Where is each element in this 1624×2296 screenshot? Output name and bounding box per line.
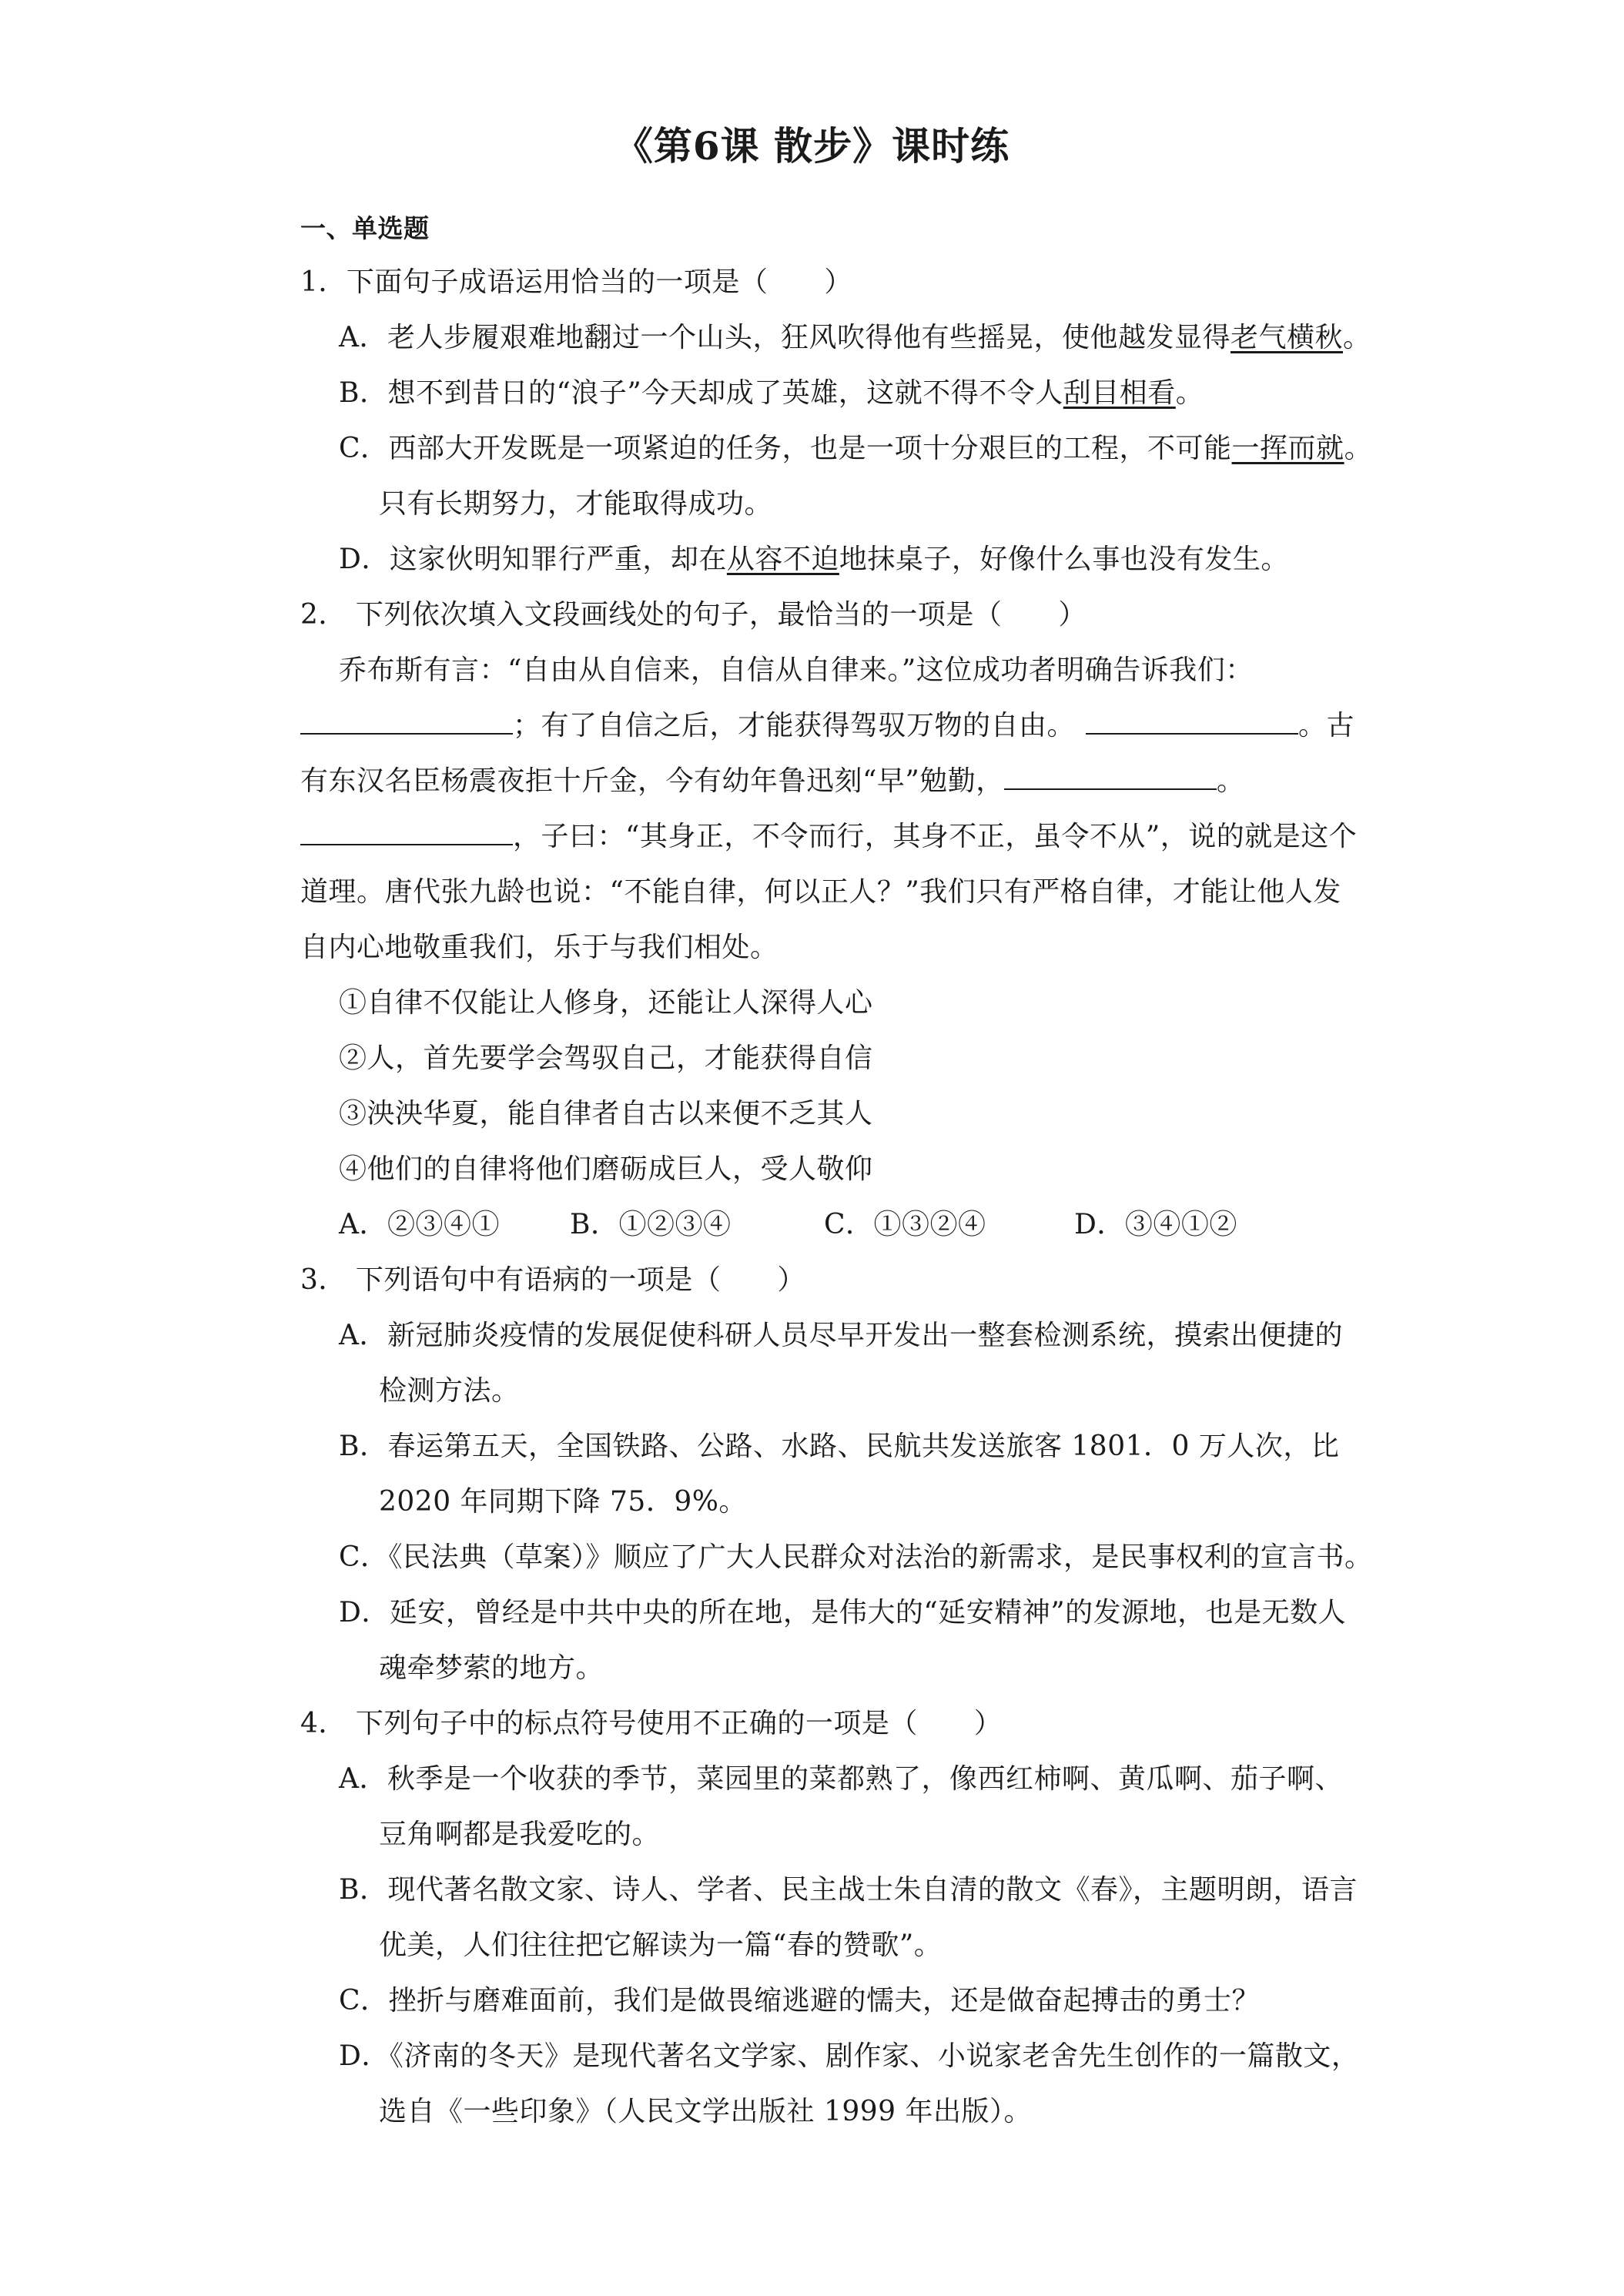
question-2-passage-line: 道理。唐代张九龄也说：“不能自律，何以正人？”我们只有严格自律，才能让他人发 — [300, 876, 1341, 908]
question-3-stem: 3． 下列语句中有语病的一项是（ ） — [300, 1264, 805, 1296]
choice-a: A．②③④① — [339, 1209, 500, 1240]
option-text: A．老人步履艰难地翻过一个山头，狂风吹得他有些摇晃，使他越发显得 — [339, 322, 1231, 353]
question-4-option-d-continued: 选自《一些印象》（人民文学出版社 1999 年出版）。 — [379, 2096, 1033, 2127]
choice-c: C．①③②④ — [824, 1209, 986, 1240]
question-4-option-c: C．挫折与磨难面前，我们是做畏缩逃避的懦夫，还是做奋起搏击的勇士？ — [339, 1985, 1261, 2017]
question-1-option-b — [339, 377, 1204, 410]
underlined-idiom: 刮目相看 — [1063, 377, 1176, 409]
option-text: B．想不到昔日的“浪子”今天却成了英雄，这就不得不令人 — [339, 377, 1063, 409]
option-text: 。 — [1175, 377, 1204, 409]
passage-text: ；有了自信之后，才能获得驾驭万物的自由。 — [513, 710, 1076, 741]
question-2-passage-line — [300, 709, 1354, 743]
fill-blank-3 — [1004, 765, 1217, 790]
section-heading: 一、单选题 — [300, 213, 430, 243]
option-text: 。 — [1343, 322, 1371, 353]
sentence-option-4: ④他们的自律将他们磨砺成巨人，受人敬仰 — [339, 1153, 873, 1185]
question-1-option-a — [339, 321, 1371, 355]
question-1-option-c-continued: 只有长期努力，才能取得成功。 — [379, 488, 773, 520]
question-3-option-c: C．《民法典（草案）》顺应了广大人民群众对法治的新需求，是民事权利的宣言书。 — [339, 1541, 1373, 1573]
question-2-stem: 2． 下列依次填入文段画线处的句子，最恰当的一项是（ ） — [300, 599, 1087, 631]
option-text: 地抹桌子，好像什么事也没有发生。 — [839, 544, 1289, 575]
fill-blank-2 — [1086, 710, 1298, 735]
question-3-option-a: A．新冠肺炎疫情的发展促使科研人员尽早开发出一整套检测系统，摸索出便捷的 — [339, 1320, 1343, 1351]
question-1-option-d — [339, 543, 1289, 577]
page-title: 《第6课 散步》课时练 — [614, 123, 1010, 169]
sentence-option-3: ③泱泱华夏，能自律者自古以来便不乏其人 — [339, 1098, 873, 1130]
question-4-option-a-continued: 豆角啊都是我爱吃的。 — [379, 1819, 661, 1850]
question-4-option-d: D．《济南的冬天》是现代著名文学家、剧作家、小说家老舍先生创作的一篇散文， — [339, 2040, 1360, 2072]
passage-text: 有东汉名臣杨震夜拒十斤金，今有幼年鲁迅刻“早”勉勤， — [300, 765, 1004, 797]
passage-text: ，子曰：“其身正，不令而行，其身不正，虽令不从”，说的就是这个 — [513, 821, 1358, 852]
underlined-idiom: 老气横秋 — [1231, 322, 1344, 353]
passage-text: 。 — [1216, 765, 1245, 797]
question-4-option-b: B．现代著名散文家、诗人、学者、民主战士朱自清的散文《春》，主题明朗，语言 — [339, 1874, 1358, 1906]
question-2-passage-line: 自内心地敬重我们，乐于与我们相处。 — [300, 932, 779, 963]
question-3-option-b: B．春运第五天，全国铁路、公路、水路、民航共发送旅客 1801．0 万人次，比 — [339, 1431, 1340, 1462]
underlined-idiom: 从容不迫 — [726, 544, 839, 575]
fill-blank-1 — [300, 710, 513, 735]
question-1-stem: 1．下面句子成语运用恰当的一项是（ ） — [300, 266, 852, 298]
question-2-passage-line: 乔布斯有言：“自由从自信来，自信从自律来。”这位成功者明确告诉我们： — [339, 654, 1254, 686]
sentence-option-2: ②人，首先要学会驾驭自己，才能获得自信 — [339, 1043, 873, 1074]
option-text: C．西部大开发既是一项紧迫的任务，也是一项十分艰巨的工程，不可能 — [339, 433, 1232, 464]
question-1-option-c — [339, 432, 1372, 466]
question-3-option-a-continued: 检测方法。 — [379, 1375, 520, 1407]
question-3-option-d-continued: 魂牵梦萦的地方。 — [379, 1652, 604, 1684]
fill-blank-4 — [300, 821, 513, 845]
option-text: D．这家伙明知罪行严重，却在 — [339, 544, 727, 575]
question-4-option-b-continued: 优美，人们往往把它解读为一篇“春的赞歌”。 — [379, 1930, 943, 1961]
question-2-passage-line — [300, 820, 1357, 854]
question-2-passage-line — [300, 765, 1244, 798]
question-2-choices — [339, 1208, 1237, 1242]
question-3-option-d: D．延安，曾经是中共中央的所在地，是伟大的“延安精神”的发源地，也是无数人 — [339, 1597, 1347, 1628]
underlined-idiom: 一挥而就 — [1231, 433, 1344, 464]
sentence-option-1: ①自律不仅能让人修身，还能让人深得人心 — [339, 987, 873, 1019]
choice-b: B．①②③④ — [570, 1209, 732, 1240]
passage-text: 。古 — [1298, 710, 1355, 741]
question-3-option-b-continued: 2020 年同期下降 75．9%。 — [379, 1486, 747, 1518]
question-4-option-a: A．秋季是一个收获的季节，菜园里的菜都熟了，像西红柿啊、黄瓜啊、茄子啊、 — [339, 1763, 1343, 1795]
question-4-stem: 4． 下列句子中的标点符号使用不正确的一项是（ ） — [300, 1708, 1003, 1739]
choice-d: D．③④①② — [1074, 1209, 1237, 1240]
option-text: 。 — [1344, 433, 1373, 464]
